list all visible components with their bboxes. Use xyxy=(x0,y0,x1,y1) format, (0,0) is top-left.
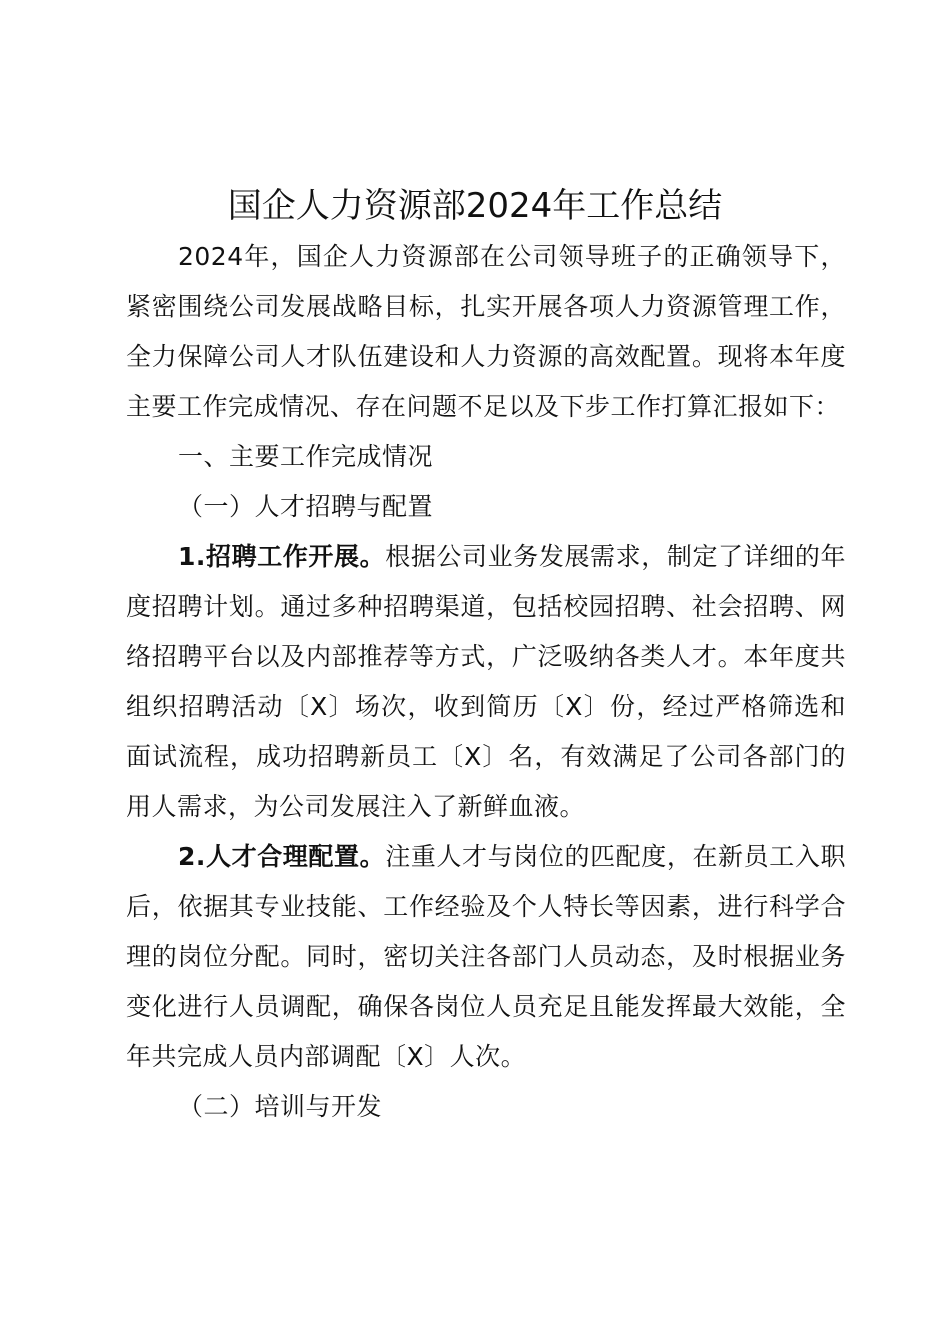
paragraph-allocation-text: 注重人才与岗位的匹配度，在新员工入职后，依据其专业技能、工作经验及个人特长等因素，进行科学合理的岗位分配。同时，密切关注各部门人员动态，及时根据业务变化进行人员调配，确保各岗位人员充足且能发挥最大效能，全年共完成人员内部调配〔X〕人次。 xyxy=(126,842,846,1071)
subsection-heading-1: （一）人才招聘与配置 xyxy=(178,492,434,521)
section-heading-1: 一、主要工作完成情况 xyxy=(178,442,434,471)
paragraph-allocation-heading: 2.人才合理配置。 xyxy=(178,842,386,871)
subsection-heading-2: （二）培训与开发 xyxy=(178,1092,383,1121)
document-title: 国企人力资源部2024年工作总结 xyxy=(227,186,723,226)
paragraph-recruitment-text: 根据公司业务发展需求，制定了详细的年度招聘计划。通过多种招聘渠道，包括校园招聘、社会招聘、网络招聘平台以及内部推荐等方式，广泛吸纳各类人才。本年度共组织招聘活动〔X〕场次，收到简历〔X〕份，经过严格筛选和面试流程，成功招聘新员工〔X〕名，有效满足了公司各部门的用人需求，为公司发展注入了新鲜血液。 xyxy=(126,542,846,821)
paragraph-recruitment xyxy=(126,532,846,832)
paragraph-recruitment-heading: 1.招聘工作开展。 xyxy=(178,542,386,571)
paragraph-allocation xyxy=(126,832,846,1082)
intro-paragraph: 2024年，国企人力资源部在公司领导班子的正确领导下，紧密围绕公司发展战略目标，扎实开展各项人力资源管理工作，全力保障公司人才队伍建设和人力资源的高效配置。现将本年度主要工作完成情况、存在问题不足以及下步工作打算汇报如下： xyxy=(126,242,846,421)
document-body xyxy=(126,232,846,1132)
